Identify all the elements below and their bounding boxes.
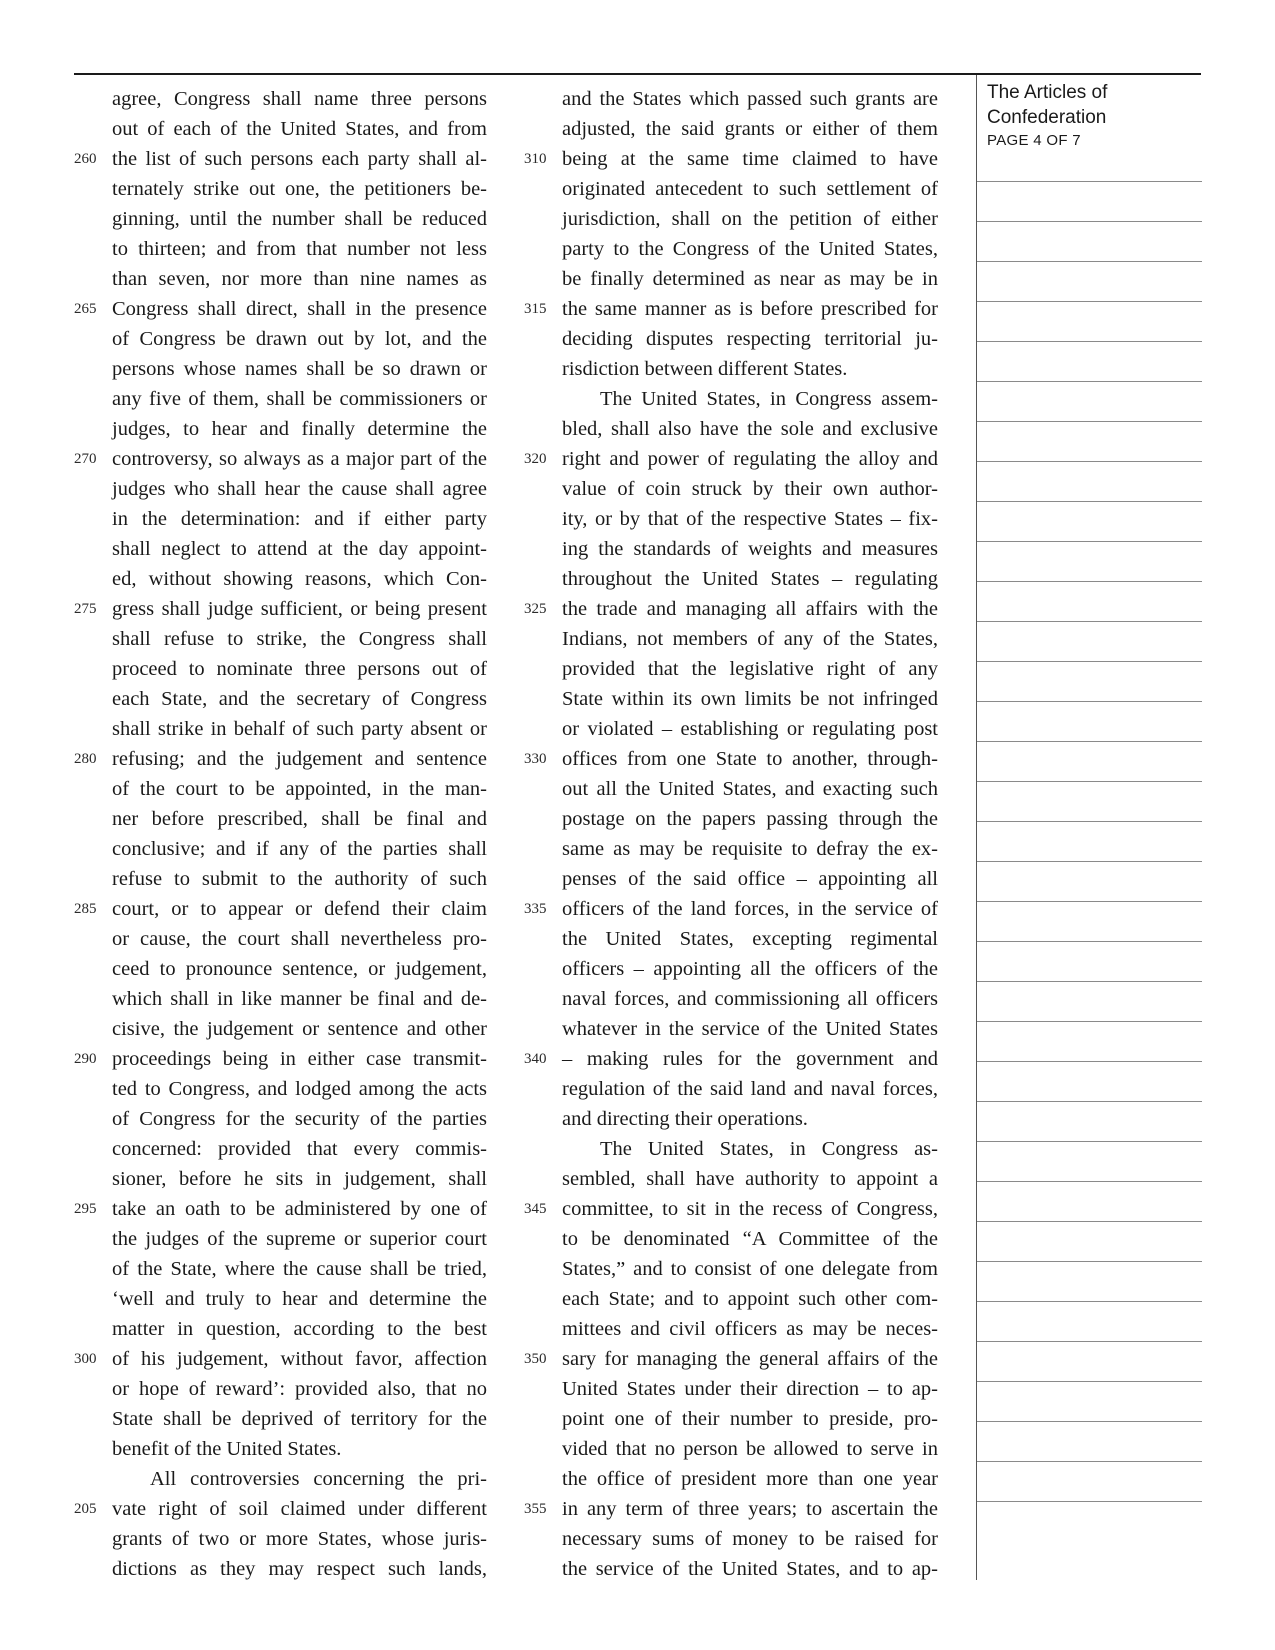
note-line xyxy=(977,1341,1202,1342)
line-text: controversy, so always as a major part of the xyxy=(112,448,487,470)
line-text: ‘well and truly to hear and determine the xyxy=(112,1288,487,1310)
note-line xyxy=(977,941,1202,942)
line-text: vate right of soil claimed under different xyxy=(112,1498,487,1520)
line-text: State within its own limits be not infringed xyxy=(562,688,938,710)
line-text: All controversies concerning the pri- xyxy=(150,1468,487,1490)
line-text: vided that no person be allowed to serve in xyxy=(562,1438,938,1460)
line-text: of Congress for the security of the parties xyxy=(112,1108,487,1130)
line-text: ner before prescribed, shall be final and xyxy=(112,808,487,830)
note-line xyxy=(977,1181,1202,1182)
line-text: throughout the United States – regulating xyxy=(562,568,938,590)
line-text: judges, to hear and finally determine the xyxy=(112,418,487,440)
line-text: each State; and to appoint such other com- xyxy=(562,1288,938,1310)
note-line xyxy=(977,1261,1202,1262)
line-text: to be denominated “A Committee of the xyxy=(562,1228,938,1250)
note-line xyxy=(977,1381,1202,1382)
line-number: 355 xyxy=(524,1501,547,1517)
note-line xyxy=(977,981,1202,982)
line-text: than seven, nor more than nine names as xyxy=(112,268,487,290)
line-number: 325 xyxy=(524,601,547,617)
line-text: officers – appointing all the officers of the xyxy=(562,958,938,980)
line-text: to thirteen; and from that number not less xyxy=(112,238,487,260)
line-text: the list of such persons each party shall al- xyxy=(112,148,487,170)
note-line xyxy=(977,1221,1202,1222)
line-text: officers of the land forces, in the service of xyxy=(562,898,938,920)
line-text: concerned: provided that every commis- xyxy=(112,1138,487,1160)
line-text: value of coin struck by their own author- xyxy=(562,478,938,500)
line-number: 285 xyxy=(74,901,97,917)
note-line xyxy=(977,661,1202,662)
note-line xyxy=(977,781,1202,782)
note-line xyxy=(977,501,1202,502)
note-line xyxy=(977,341,1202,342)
line-text: or violated – establishing or regulating post xyxy=(562,718,938,740)
line-text: originated antecedent to such settlement of xyxy=(562,178,938,200)
line-text: United States under their direction – to ap- xyxy=(562,1378,938,1400)
note-line xyxy=(977,1101,1202,1102)
line-number: 280 xyxy=(74,751,97,767)
line-text: sary for managing the general affairs of the xyxy=(562,1348,938,1370)
line-text: conclusive; and if any of the parties shall xyxy=(112,838,487,860)
line-text: Congress shall direct, shall in the presence xyxy=(112,298,487,320)
line-text: ed, without showing reasons, which Con- xyxy=(112,568,487,590)
line-text: the United States, excepting regimental xyxy=(562,928,938,950)
line-text: provided that the legislative right of any xyxy=(562,658,938,680)
line-text: shall neglect to attend at the day appoint- xyxy=(112,538,487,560)
line-text: out of each of the United States, and from xyxy=(112,118,487,140)
line-text: in the determination: and if either party xyxy=(112,508,487,530)
line-number: 315 xyxy=(524,301,547,317)
line-text: ity, or by that of the respective States – fix- xyxy=(562,508,938,530)
line-text: of the State, where the cause shall be tried, xyxy=(112,1258,487,1280)
line-text: and the States which passed such grants are xyxy=(562,88,938,110)
line-number: 335 xyxy=(524,901,547,917)
line-text: ginning, until the number shall be reduced xyxy=(112,208,487,230)
line-text: mittees and civil officers as may be neces- xyxy=(562,1318,938,1340)
line-text: agree, Congress shall name three persons xyxy=(112,88,487,110)
line-text: each State, and the secretary of Congress xyxy=(112,688,487,710)
line-text: offices from one State to another, through- xyxy=(562,748,938,770)
note-line xyxy=(977,1021,1202,1022)
line-text: State shall be deprived of territory for the xyxy=(112,1408,487,1430)
line-number: 350 xyxy=(524,1351,547,1367)
line-text: grants of two or more States, whose juris- xyxy=(112,1528,487,1550)
line-text: refuse to submit to the authority of such xyxy=(112,868,487,890)
line-text: any five of them, shall be commissioners or xyxy=(112,388,487,410)
line-text: right and power of regulating the alloy and xyxy=(562,448,938,470)
line-number: 205 xyxy=(74,1501,97,1517)
line-text: the trade and managing all affairs with the xyxy=(562,598,938,620)
line-number: 330 xyxy=(524,751,547,767)
note-line xyxy=(977,461,1202,462)
line-number: 310 xyxy=(524,151,547,167)
line-text: Indians, not members of any of the States, xyxy=(562,628,938,650)
note-line xyxy=(977,1301,1202,1302)
line-text: proceedings being in either case transmit- xyxy=(112,1048,487,1070)
line-text: proceed to nominate three persons out of xyxy=(112,658,487,680)
line-text: dictions as they may respect such lands, xyxy=(112,1558,487,1580)
line-text: the same manner as is before prescribed for xyxy=(562,298,938,320)
line-text: penses of the said office – appointing all xyxy=(562,868,938,890)
note-line xyxy=(977,901,1202,902)
line-text: sembled, shall have authority to appoint a xyxy=(562,1168,938,1190)
line-text: adjusted, the said grants or either of them xyxy=(562,118,938,140)
line-number: 340 xyxy=(524,1051,547,1067)
document-title: The Articles of Confederation xyxy=(987,82,1108,128)
line-text: gress shall judge sufficient, or being present xyxy=(112,598,487,620)
line-text: in any term of three years; to ascertain the xyxy=(562,1498,938,1520)
line-text: party to the Congress of the United States, xyxy=(562,238,938,260)
line-text: the service of the United States, and to ap- xyxy=(562,1558,938,1580)
line-text: same as may be requisite to defray the ex- xyxy=(562,838,938,860)
line-text: take an oath to be administered by one of xyxy=(112,1198,487,1220)
line-text: or hope of reward’: provided also, that no xyxy=(112,1378,487,1400)
line-number: 260 xyxy=(74,151,97,167)
line-number: 270 xyxy=(74,451,97,467)
line-text: of the court to be appointed, in the man- xyxy=(112,778,487,800)
note-line xyxy=(977,861,1202,862)
line-text: postage on the papers passing through the xyxy=(562,808,938,830)
line-text: persons whose names shall be so drawn or xyxy=(112,358,487,380)
line-text: necessary sums of money to be raised for xyxy=(562,1528,938,1550)
notes-sidebar xyxy=(976,75,1202,1580)
note-line xyxy=(977,821,1202,822)
line-text: being at the same time claimed to have xyxy=(562,148,938,170)
line-text: ceed to pronounce sentence, or judgement, xyxy=(112,958,487,980)
note-line xyxy=(977,421,1202,422)
line-text: be finally determined as near as may be in xyxy=(562,268,938,290)
line-text: States,” and to consist of one delegate from xyxy=(562,1258,938,1280)
line-text: The United States, in Congress assem- xyxy=(600,388,938,410)
note-line xyxy=(977,541,1202,542)
note-line xyxy=(977,621,1202,622)
line-text: out all the United States, and exacting such xyxy=(562,778,938,800)
note-line xyxy=(977,1501,1202,1502)
line-text: committee, to sit in the recess of Congress, xyxy=(562,1198,938,1220)
note-line xyxy=(977,581,1202,582)
line-text: benefit of the United States. xyxy=(112,1438,342,1460)
line-text: risdiction between different States. xyxy=(562,358,848,380)
note-line xyxy=(977,261,1202,262)
line-number: 290 xyxy=(74,1051,97,1067)
line-text: the office of president more than one year xyxy=(562,1468,938,1490)
line-text: bled, shall also have the sole and exclusive xyxy=(562,418,938,440)
note-line xyxy=(977,1421,1202,1422)
note-line xyxy=(977,1061,1202,1062)
line-text: judges who shall hear the cause shall agree xyxy=(112,478,487,500)
note-line xyxy=(977,701,1202,702)
line-text: ternately strike out one, the petitioners be- xyxy=(112,178,487,200)
line-text: or cause, the court shall nevertheless pro- xyxy=(112,928,487,950)
line-text: point one of their number to preside, pro- xyxy=(562,1408,938,1430)
line-number: 275 xyxy=(74,601,97,617)
line-number: 300 xyxy=(74,1351,97,1367)
line-number: 345 xyxy=(524,1201,547,1217)
line-text: sioner, before he sits in judgement, shall xyxy=(112,1168,487,1190)
line-number: 265 xyxy=(74,301,97,317)
line-text: naval forces, and commissioning all officers xyxy=(562,988,938,1010)
line-text: matter in question, according to the best xyxy=(112,1318,487,1340)
note-line xyxy=(977,381,1202,382)
line-text: which shall in like manner be final and de- xyxy=(112,988,487,1010)
note-line xyxy=(977,1141,1202,1142)
line-text: regulation of the said land and naval forces, xyxy=(562,1078,938,1100)
line-text: whatever in the service of the United States xyxy=(562,1018,938,1040)
line-number: 295 xyxy=(74,1201,97,1217)
line-number: 320 xyxy=(524,451,547,467)
note-line xyxy=(977,181,1202,182)
note-line xyxy=(977,1461,1202,1462)
line-text: deciding disputes respecting territorial ju- xyxy=(562,328,938,350)
line-text: jurisdiction, shall on the petition of either xyxy=(562,208,938,230)
note-line xyxy=(977,741,1202,742)
line-text: ted to Congress, and lodged among the acts xyxy=(112,1078,487,1100)
line-text: shall refuse to strike, the Congress shall xyxy=(112,628,487,650)
note-line xyxy=(977,301,1202,302)
line-text: cisive, the judgement or sentence and other xyxy=(112,1018,487,1040)
note-line xyxy=(977,221,1202,222)
line-text: shall strike in behalf of such party absent or xyxy=(112,718,487,740)
line-text: and directing their operations. xyxy=(562,1108,808,1130)
line-text: of Congress be drawn out by lot, and the xyxy=(112,328,487,350)
line-text: of his judgement, without favor, affection xyxy=(112,1348,487,1370)
line-text: the judges of the supreme or superior court xyxy=(112,1228,487,1250)
line-text: court, or to appear or defend their claim xyxy=(112,898,487,920)
line-text: refusing; and the judgement and sentence xyxy=(112,748,487,770)
line-text: ing the standards of weights and measures xyxy=(562,538,938,560)
page-indicator: PAGE 4 OF 7 xyxy=(987,132,1081,149)
line-text: – making rules for the government and xyxy=(562,1048,938,1070)
line-text: The United States, in Congress as- xyxy=(600,1138,938,1160)
